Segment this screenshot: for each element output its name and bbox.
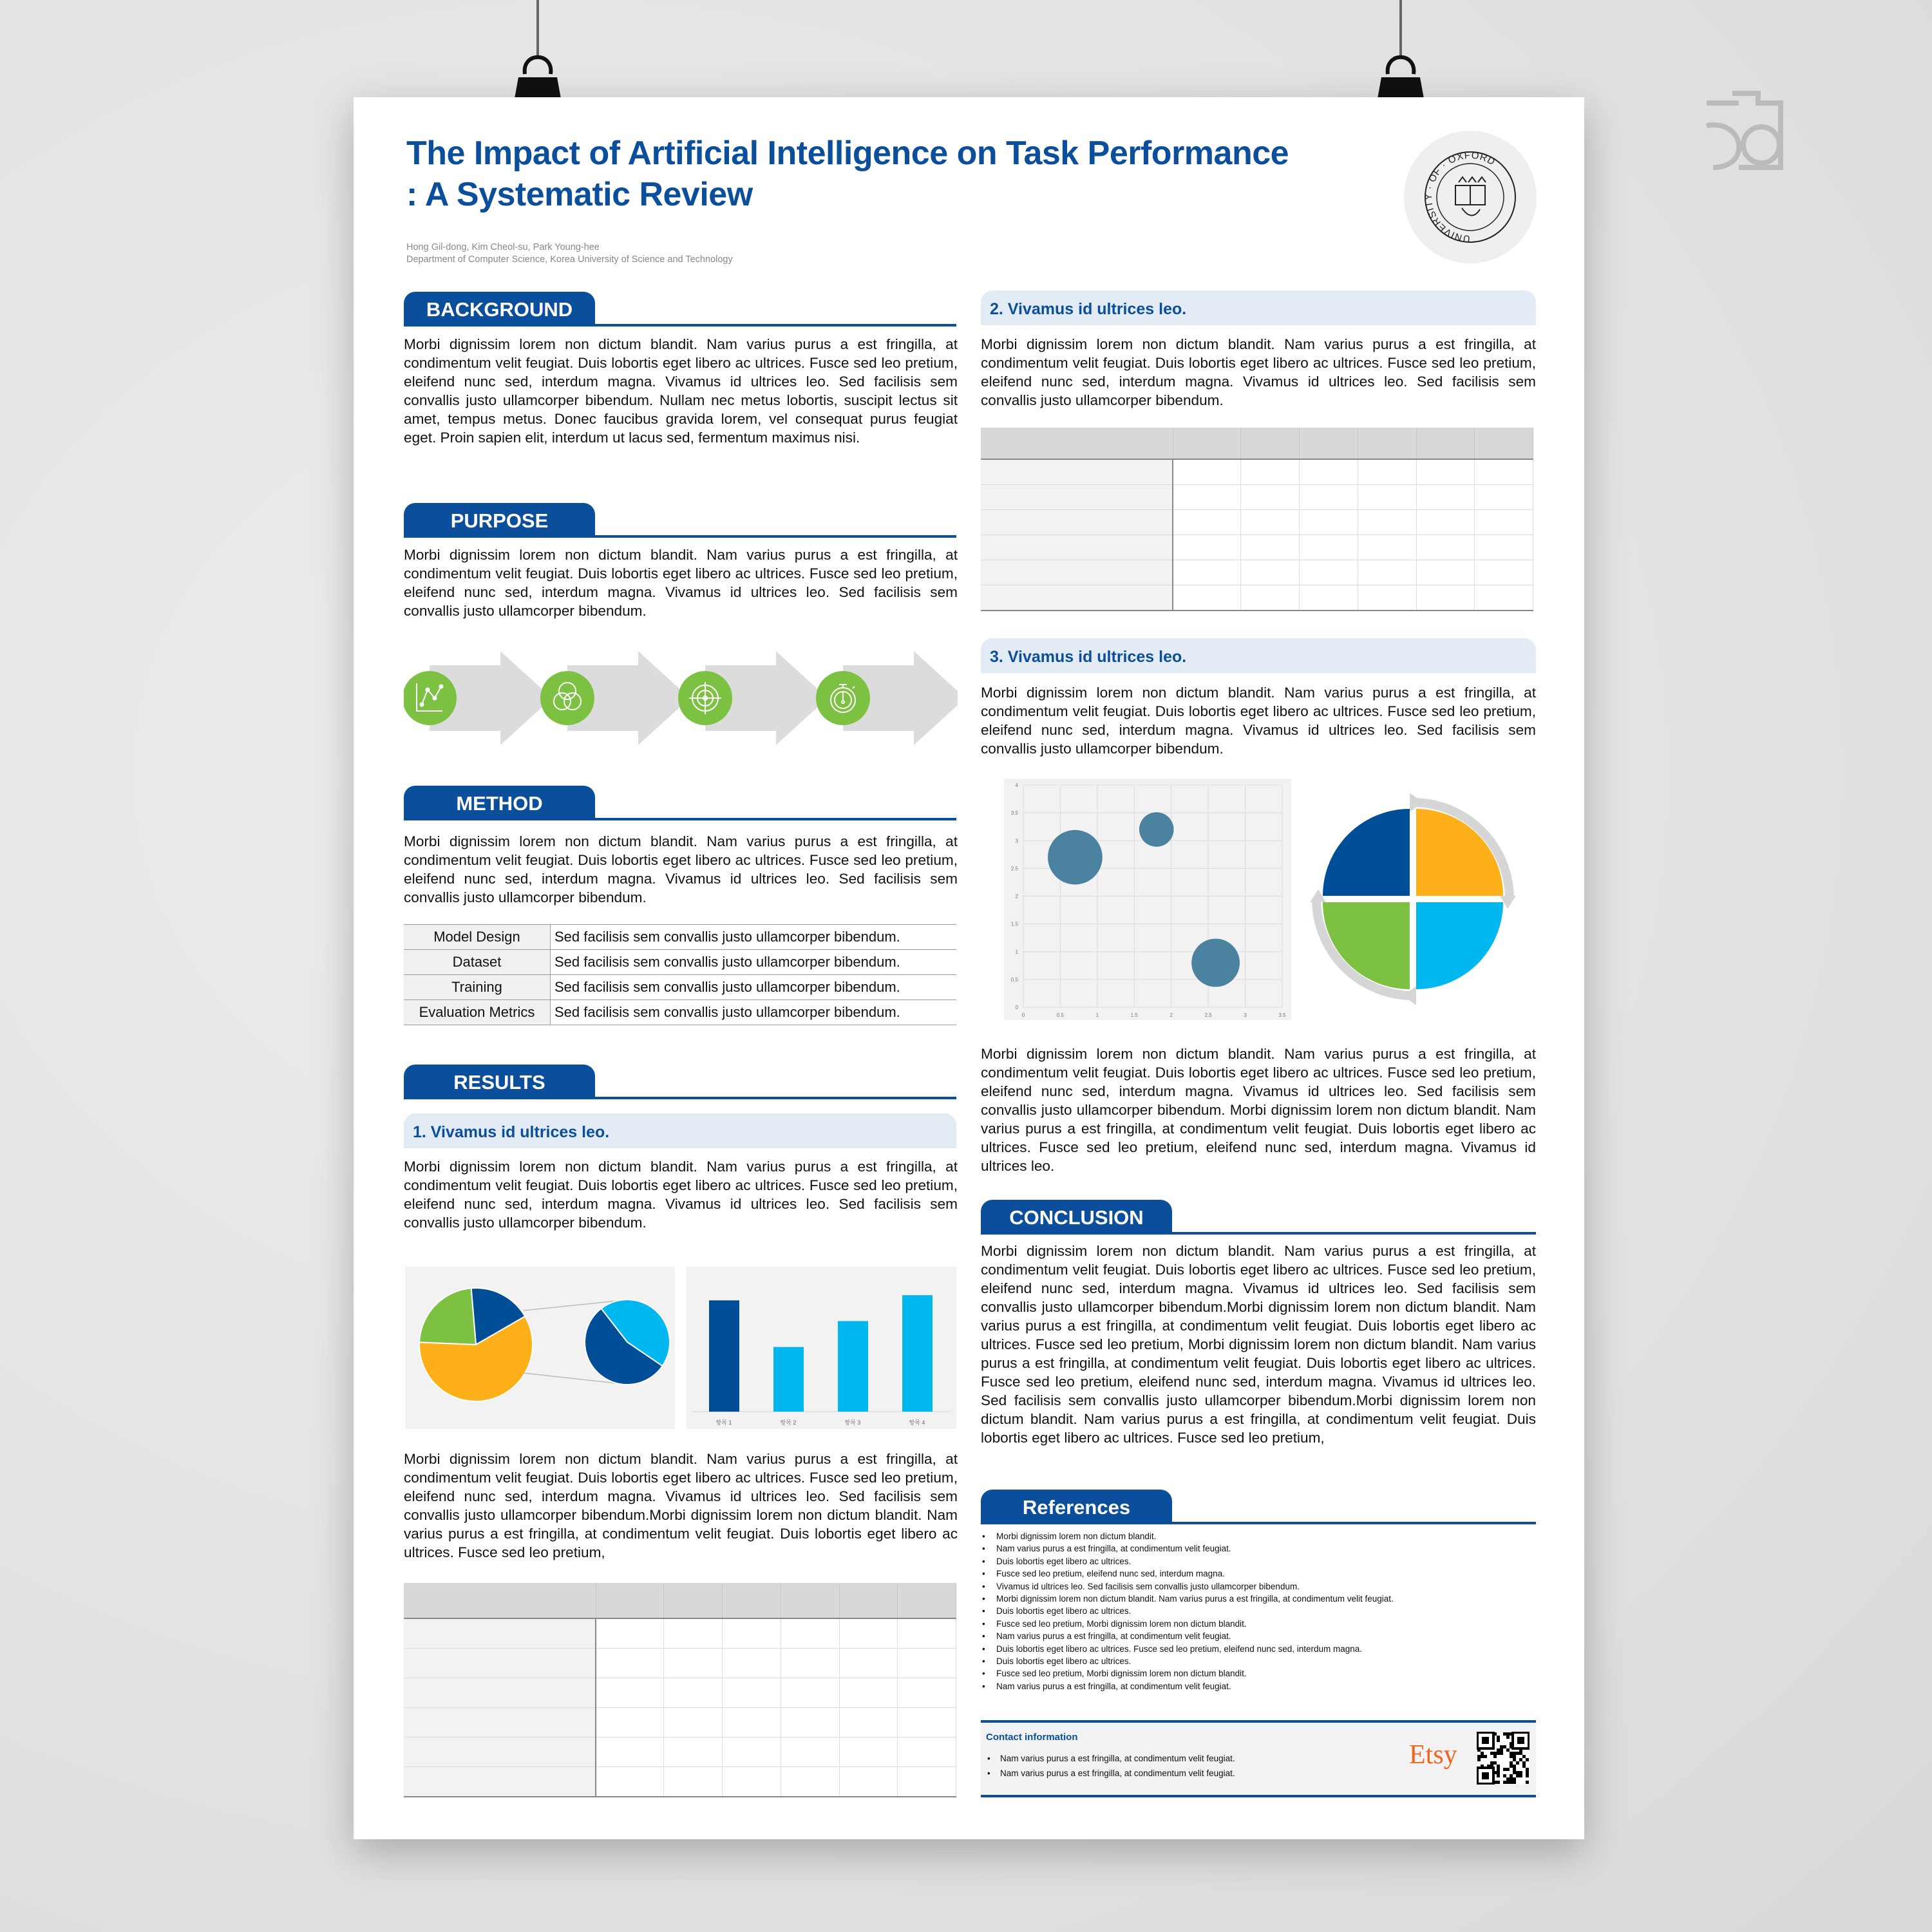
- results-subheading-2: 2. Vivamus id ultrices leo.: [981, 290, 1536, 325]
- table-cell: [1173, 585, 1241, 611]
- table-cell: [404, 1618, 596, 1649]
- x-tick-label: 2: [1170, 1012, 1173, 1018]
- table-cell: [723, 1583, 781, 1618]
- reference-item: • Fusce sed leo pretium, Morbi dignissim lorem non dictum blandit.: [996, 1618, 1394, 1630]
- results-subheading-3: 3. Vivamus id ultrices leo.: [981, 638, 1536, 673]
- table-cell: [1475, 560, 1533, 585]
- page-title: [406, 133, 1289, 215]
- table-cell: [839, 1708, 898, 1738]
- y-tick-label: 3.5: [1010, 810, 1018, 817]
- table-cell: [898, 1708, 956, 1738]
- method-table-row: [404, 925, 956, 950]
- table-cell: [981, 535, 1173, 560]
- table-row: [404, 1618, 956, 1649]
- table-cell: [596, 1708, 664, 1738]
- table-cell: [1416, 585, 1475, 611]
- table-cell: [781, 1583, 839, 1618]
- table-cell: [839, 1678, 898, 1708]
- method-key: Training: [404, 975, 551, 1000]
- table-cell: [723, 1738, 781, 1767]
- results-subheading-1: 1. Vivamus id ultrices leo.: [404, 1113, 956, 1148]
- purpose-text: Morbi dignissim lorem non dictum blandit. Nam varius purus a est fringilla, at condimentum velit feugiat. Duis lobortis eget libero ac ultrices. Fusce sed leo pretium, eleifend nunc sed, interdum magna. Vivamus id ultrices leo. Sed facilisis sem convallis justo ullamcorper bibendum.: [404, 547, 958, 619]
- table-row: [981, 485, 1533, 510]
- bubble-point: [1048, 830, 1103, 885]
- reference-item: • Vivamus id ultrices leo. Sed facilisis sem convallis justo ullamcorper bibendum.: [996, 1580, 1394, 1593]
- table-cell: [981, 428, 1173, 459]
- table-cell: [981, 485, 1173, 510]
- reference-item: • Nam varius purus a est fringilla, at condimentum velit feugiat.: [996, 1630, 1394, 1642]
- method-value: Sed facilisis sem convallis justo ullamcorper bibendum.: [551, 950, 957, 975]
- table-cell: [1358, 585, 1416, 611]
- table-cell: [1173, 428, 1241, 459]
- method-table-row: [404, 975, 956, 1000]
- bubble-chart: [1004, 779, 1291, 1020]
- table-cell: [1416, 459, 1475, 485]
- quadrant-orange: [1416, 809, 1503, 896]
- results-3-text: Morbi dignissim lorem non dictum blandit. Nam varius purus a est fringilla, at condimentum velit feugiat. Duis lobortis eget libero ac ultrices. Fusce sed leo pretium, eleifend nunc sed, interdum magna. Vivamus id ultrices leo. Sed facilisis sem convallis justo ullamcorper bibendum.: [981, 685, 1536, 757]
- bar-label: 항목 4: [909, 1419, 925, 1426]
- table-cell: [1475, 585, 1533, 611]
- y-tick-label: 2: [1015, 893, 1018, 900]
- table-cell: [1241, 459, 1300, 485]
- bubble-point: [1139, 812, 1174, 847]
- table-row: [981, 428, 1533, 459]
- x-tick-label: 1.5: [1130, 1012, 1138, 1018]
- x-tick-label: 0: [1021, 1012, 1025, 1018]
- results-3-text-2: Morbi dignissim lorem non dictum blandit. Nam varius purus a est fringilla, at condimentum velit feugiat. Duis lobortis eget libero ac ultrices. Fusce sed leo pretium, eleifend nunc sed, interdum magna. Vivamus id ultrices leo. Sed facilisis sem convallis justo ullamcorper bibendum. Morbi dignissim lorem non dictum blandit. Nam varius purus a est fringilla, at condimentum velit feugiat. Duis lobortis eget libero ac ultrices. Fusce sed leo pretium, eleifend nunc sed, interdum magna. Vivamus id ultrices leo.: [981, 1046, 1536, 1174]
- table-cell: [898, 1738, 956, 1767]
- table-cell: [1300, 560, 1358, 585]
- table-cell: [1358, 560, 1416, 585]
- table-cell: [1416, 510, 1475, 535]
- method-table-row: [404, 950, 956, 975]
- reference-item: • Duis lobortis eget libero ac ultrices. Fusce sed leo pretium, eleifend nunc sed, interdum magna.: [996, 1643, 1394, 1655]
- method-key: Model Design: [404, 925, 551, 950]
- table-cell: [664, 1618, 723, 1649]
- table-cell: [898, 1649, 956, 1678]
- table-cell: [981, 585, 1173, 611]
- table-cell: [596, 1583, 664, 1618]
- bar: [838, 1321, 868, 1412]
- table-cell: [596, 1618, 664, 1649]
- table-cell: [981, 459, 1173, 485]
- method-key: Evaluation Metrics: [404, 1000, 551, 1025]
- table-cell: [723, 1649, 781, 1678]
- poster: [354, 97, 1584, 1839]
- table-cell: [1173, 510, 1241, 535]
- table-row: [404, 1767, 956, 1797]
- contact-heading: Contact information: [986, 1732, 1078, 1743]
- table-cell: [596, 1767, 664, 1797]
- table-cell: [664, 1708, 723, 1738]
- table-row: [981, 510, 1533, 535]
- bar: [902, 1295, 933, 1412]
- results-table-1: [404, 1583, 956, 1797]
- table-cell: [1358, 535, 1416, 560]
- results-table-2: [981, 428, 1533, 611]
- table-cell: [664, 1767, 723, 1797]
- table-cell: [596, 1738, 664, 1767]
- method-value: Sed facilisis sem convallis justo ullamcorper bibendum.: [551, 1000, 957, 1025]
- table-cell: [981, 510, 1173, 535]
- results-1-text: Morbi dignissim lorem non dictum blandit. Nam varius purus a est fringilla, at condimentum velit feugiat. Duis lobortis eget libero ac ultrices. Fusce sed leo pretium, eleifend nunc sed, interdum magna. Vivamus id ultrices leo. Sed facilisis sem convallis justo ullamcorper bibendum.: [404, 1159, 958, 1231]
- contact-list: [986, 1751, 1235, 1781]
- table-cell: [1416, 428, 1475, 459]
- y-tick-label: 2.5: [1010, 866, 1018, 872]
- quadrant-blue: [1323, 809, 1410, 896]
- table-cell: [781, 1738, 839, 1767]
- table-cell: [664, 1738, 723, 1767]
- table-cell: [839, 1649, 898, 1678]
- table-cell: [1300, 535, 1358, 560]
- method-key: Dataset: [404, 950, 551, 975]
- purpose-heading: PURPOSE: [404, 502, 956, 538]
- table-cell: [781, 1767, 839, 1797]
- table-cell: [1358, 459, 1416, 485]
- contact-item: • Nam varius purus a est fringilla, at condimentum velit feugiat.: [1000, 1751, 1235, 1766]
- table-cell: [839, 1738, 898, 1767]
- table-cell: [1241, 485, 1300, 510]
- x-tick-label: 1: [1095, 1012, 1099, 1018]
- table-row: [981, 459, 1533, 485]
- table-cell: [898, 1618, 956, 1649]
- quadrant-lightblue: [1416, 902, 1503, 989]
- table-cell: [1416, 535, 1475, 560]
- table-row: [404, 1678, 956, 1708]
- table-cell: [1173, 535, 1241, 560]
- table-cell: [1475, 485, 1533, 510]
- contact-box: [981, 1720, 1536, 1797]
- method-table-row: [404, 1000, 956, 1025]
- table-cell: [404, 1583, 596, 1618]
- table-cell: [404, 1767, 596, 1797]
- results-1-text-2: Morbi dignissim lorem non dictum blandit. Nam varius purus a est fringilla, at condimentum velit feugiat. Duis lobortis eget libero ac ultrices. Fusce sed leo pretium, eleifend nunc sed, interdum magna. Vivamus id ultrices leo. Sed facilisis sem convallis justo ullamcorper bibendum.Morbi dignissim lorem non dictum blandit. Nam varius purus a est fringilla, at condimentum velit feugiat. Duis lobortis eget libero ac ultrices. Fusce sed leo pretium,: [404, 1451, 958, 1560]
- background-heading: BACKGROUND: [404, 290, 956, 327]
- table-cell: [1416, 560, 1475, 585]
- method-table: [404, 924, 956, 1025]
- table-cell: [1241, 560, 1300, 585]
- table-cell: [1241, 510, 1300, 535]
- table-cell: [404, 1708, 596, 1738]
- y-tick-label: 0: [1015, 1005, 1018, 1010]
- table-cell: [898, 1767, 956, 1797]
- reference-item: • Morbi dignissim lorem non dictum blandit.: [996, 1530, 1394, 1542]
- table-row: [981, 560, 1533, 585]
- bar-label: 항목 3: [844, 1419, 861, 1426]
- university-seal-logo: [1404, 131, 1537, 263]
- table-cell: [1241, 428, 1300, 459]
- title-line-2: : A Systematic Review: [406, 176, 753, 213]
- table-cell: [1475, 535, 1533, 560]
- process-step-2: [540, 651, 690, 745]
- table-cell: [596, 1649, 664, 1678]
- method-value: Sed facilisis sem convallis justo ullamcorper bibendum.: [551, 925, 957, 950]
- quadrant-cycle-diagram: [1307, 793, 1519, 1005]
- table-cell: [781, 1618, 839, 1649]
- reference-item: • Nam varius purus a est fringilla, at condimentum velit feugiat.: [996, 1542, 1394, 1555]
- table-cell: [1475, 510, 1533, 535]
- bubble-point: [1191, 939, 1240, 987]
- table-cell: [664, 1583, 723, 1618]
- bar-chart: [687, 1267, 956, 1429]
- y-tick-label: 1.5: [1010, 921, 1018, 927]
- quadrant-green: [1323, 902, 1410, 989]
- title-line-1: The Impact of Artificial Intelligence on Task Performance: [406, 135, 1289, 172]
- table-cell: [781, 1678, 839, 1708]
- bar: [773, 1347, 804, 1412]
- table-cell: [1241, 535, 1300, 560]
- results-heading: RESULTS: [404, 1063, 956, 1099]
- table-cell: [664, 1678, 723, 1708]
- table-cell: [839, 1767, 898, 1797]
- process-step-1: [404, 651, 552, 745]
- references-heading: References: [981, 1488, 1536, 1524]
- table-row: [981, 535, 1533, 560]
- references-list: [981, 1530, 1394, 1692]
- table-cell: [1300, 510, 1358, 535]
- reference-item: • Nam varius purus a est fringilla, at condimentum velit feugiat.: [996, 1680, 1394, 1692]
- reference-item: • Duis lobortis eget libero ac ultrices.: [996, 1655, 1394, 1667]
- process-steps: [404, 651, 958, 748]
- conclusion-text: Morbi dignissim lorem non dictum blandit. Nam varius purus a est fringilla, at condimentum velit feugiat. Duis lobortis eget libero ac ultrices. Fusce sed leo pretium, eleifend nunc sed, interdum magna. Vivamus id ultrices leo. Sed facilisis sem convallis justo ullamcorper bibendum.Morbi dignissim lorem non dictum blandit. Nam varius purus a est fringilla, at condimentum velit feugiat. Duis lobortis eget libero ac ultrices. Fusce sed leo pretium, Morbi dignissim lorem non dictum blandit. Nam varius purus a est fringilla, at condimentum velit feugiat. Duis lobortis eget libero ac ultrices. Fusce sed leo pretium, eleifend nunc sed, interdum magna. Vivamus id ultrices leo. Sed facilisis sem convallis justo ullamcorper bibendum.Morbi dignissim lorem non dictum blandit. Nam varius purus a est fringilla, at condimentum velit feugiat. Duis lobortis eget libero ac ultrices. Fusce sed leo pretium,: [981, 1243, 1536, 1446]
- table-row: [404, 1708, 956, 1738]
- x-tick-label: 3: [1244, 1012, 1247, 1018]
- etsy-logo[interactable]: Etsy: [1409, 1740, 1457, 1770]
- affiliation: Department of Computer Science, Korea University of Science and Technology: [406, 254, 733, 265]
- bar-label: 항목 2: [780, 1419, 797, 1426]
- table-cell: [1300, 428, 1358, 459]
- table-row: [404, 1649, 956, 1678]
- method-heading: METHOD: [404, 784, 956, 820]
- table-cell: [781, 1649, 839, 1678]
- x-tick-label: 0.5: [1056, 1012, 1064, 1018]
- conclusion-heading: CONCLUSION: [981, 1198, 1536, 1235]
- bar-label: 항목 1: [715, 1419, 732, 1426]
- table-cell: [1173, 459, 1241, 485]
- background-text: Morbi dignissim lorem non dictum blandit. Nam varius purus a est fringilla, at condimentum velit feugiat. Duis lobortis eget libero ac ultrices. Fusce sed leo pretium, eleifend nunc sed, interdum magna. Vivamus id ultrices leo. Sed facilisis sem convallis justo ullamcorper bibendum. Nullam nec metus lobortis, suscipit lectus sit amet, tempus metus. Donec faucibus gravida lorem, vel consequat purus feugiat eget. Proin sapien elit, interdum ut lacus sed, fermentum maximus nisi.: [404, 336, 958, 446]
- table-cell: [664, 1649, 723, 1678]
- process-step-4: [816, 651, 958, 745]
- table-cell: [839, 1583, 898, 1618]
- table-cell: [1358, 428, 1416, 459]
- pie-of-pie-chart: [405, 1267, 675, 1429]
- table-cell: [404, 1738, 596, 1767]
- y-tick-label: 1: [1015, 949, 1018, 955]
- table-cell: [723, 1708, 781, 1738]
- table-cell: [723, 1618, 781, 1649]
- watermark-logo-icon: [1700, 87, 1790, 174]
- x-tick-label: 2.5: [1204, 1012, 1212, 1018]
- table-cell: [1475, 428, 1533, 459]
- table-cell: [898, 1678, 956, 1708]
- table-cell: [1300, 459, 1358, 485]
- bar: [709, 1300, 739, 1412]
- x-tick-label: 3.5: [1278, 1012, 1286, 1018]
- table-row: [404, 1583, 956, 1618]
- method-value: Sed facilisis sem convallis justo ullamcorper bibendum.: [551, 975, 957, 1000]
- table-cell: [839, 1618, 898, 1649]
- reference-item: • Fusce sed leo pretium, eleifend nunc sed, interdum magna.: [996, 1567, 1394, 1580]
- table-cell: [1358, 510, 1416, 535]
- table-cell: [596, 1678, 664, 1708]
- table-cell: [1173, 485, 1241, 510]
- table-cell: [781, 1708, 839, 1738]
- table-cell: [1241, 585, 1300, 611]
- results-2-text: Morbi dignissim lorem non dictum blandit. Nam varius purus a est fringilla, at condimentum velit feugiat. Duis lobortis eget libero ac ultrices. Fusce sed leo pretium, eleifend nunc sed, interdum magna. Vivamus id ultrices leo. Sed facilisis sem convallis justo ullamcorper bibendum.: [981, 336, 1536, 408]
- authors: Hong Gil-dong, Kim Cheol-su, Park Young-hee: [406, 242, 600, 252]
- table-cell: [1300, 485, 1358, 510]
- svg-text:UNIVERSITY · OF · OXFORD: UNIVERSITY · OF · OXFORD: [1423, 149, 1497, 245]
- table-row: [404, 1738, 956, 1767]
- table-cell: [1416, 485, 1475, 510]
- reference-item: • Duis lobortis eget libero ac ultrices.: [996, 1555, 1394, 1567]
- pie-slice-green: [419, 1288, 476, 1345]
- process-step-3: [678, 651, 828, 745]
- reference-item: • Duis lobortis eget libero ac ultrices.: [996, 1605, 1394, 1617]
- method-text: Morbi dignissim lorem non dictum blandit. Nam varius purus a est fringilla, at condimentum velit feugiat. Duis lobortis eget libero ac ultrices. Fusce sed leo pretium, eleifend nunc sed, interdum magna. Vivamus id ultrices leo. Sed facilisis sem convallis justo ullamcorper bibendum.: [404, 833, 958, 905]
- table-cell: [723, 1678, 781, 1708]
- authors-block: [406, 242, 733, 266]
- y-tick-label: 3: [1015, 838, 1018, 844]
- table-cell: [1300, 585, 1358, 611]
- table-cell: [898, 1583, 956, 1618]
- reference-item: • Fusce sed leo pretium, Morbi dignissim lorem non dictum blandit.: [996, 1667, 1394, 1680]
- table-cell: [404, 1649, 596, 1678]
- reference-item: • Morbi dignissim lorem non dictum blandit. Nam varius purus a est fringilla, at condimentum velit feugiat.: [996, 1593, 1394, 1605]
- y-tick-label: 4: [1015, 782, 1018, 788]
- y-tick-label: 0.5: [1010, 976, 1018, 983]
- table-cell: [404, 1678, 596, 1708]
- table-cell: [981, 560, 1173, 585]
- table-cell: [723, 1767, 781, 1797]
- table-cell: [1358, 485, 1416, 510]
- qr-code-icon[interactable]: [1477, 1732, 1530, 1785]
- contact-item: • Nam varius purus a est fringilla, at condimentum velit feugiat.: [1000, 1766, 1235, 1781]
- table-cell: [1173, 560, 1241, 585]
- table-row: [981, 585, 1533, 611]
- table-cell: [1475, 459, 1533, 485]
